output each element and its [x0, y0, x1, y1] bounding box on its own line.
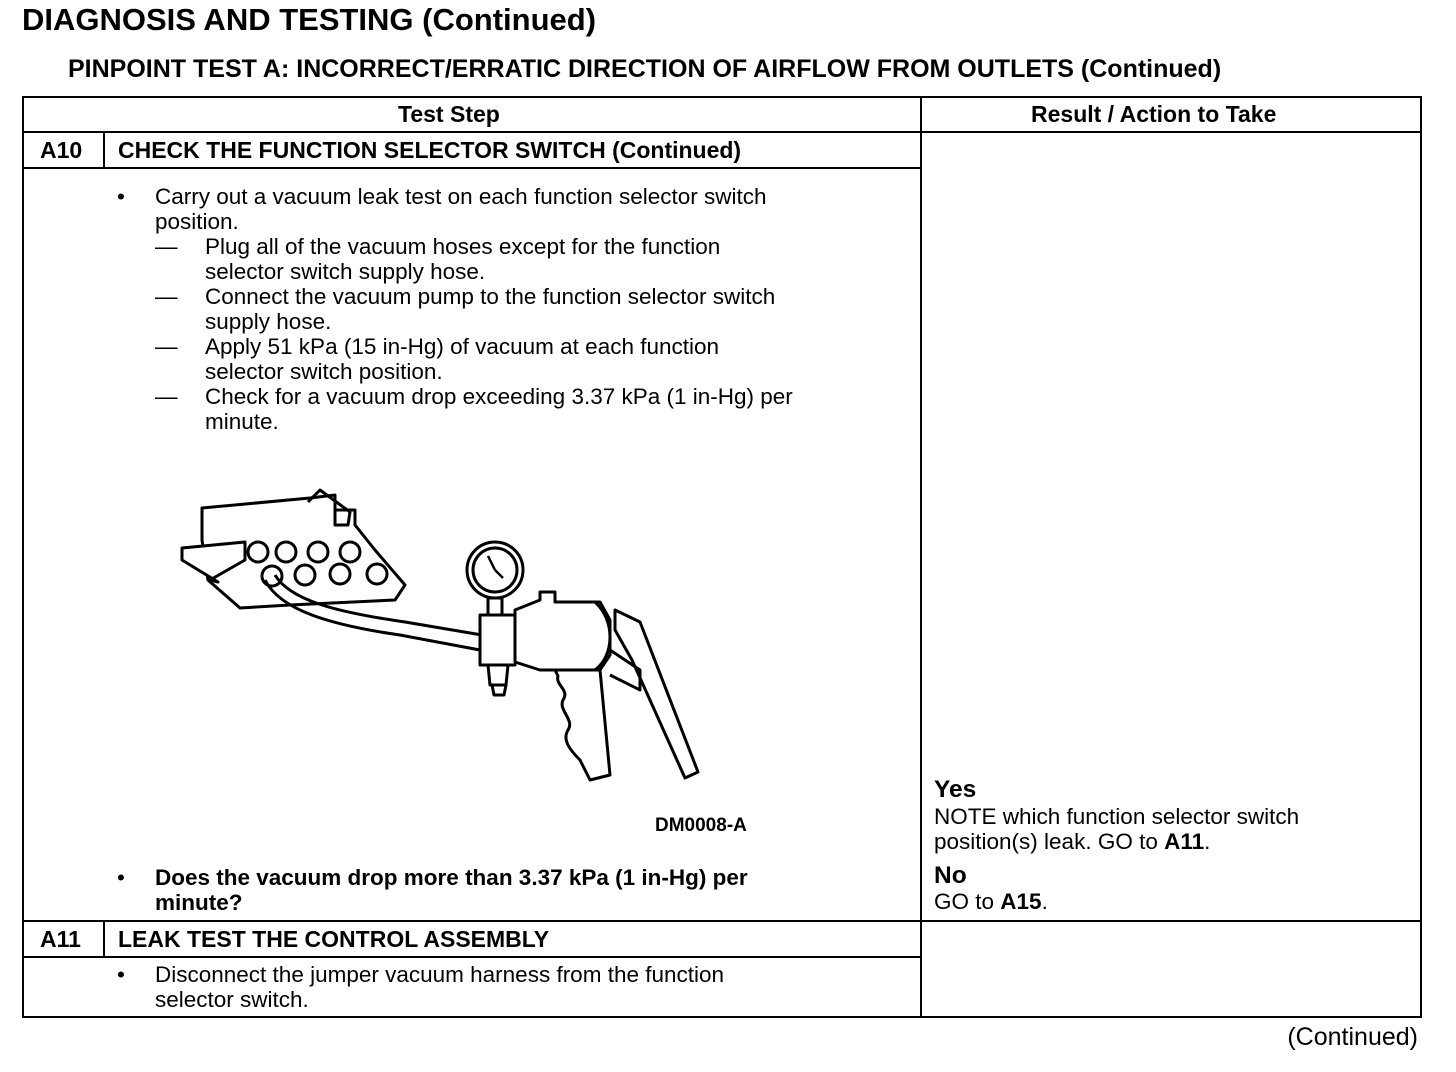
pinpoint-test-subtitle: PINPOINT TEST A: INCORRECT/ERRATIC DIRECTION OF AIRFLOW FROM OUTLETS (Continued) [68, 55, 1222, 83]
col-header-test-step: Test Step [398, 101, 500, 127]
sub-step-plug-hoses: Plug all of the vacuum hoses except for the function selector switch supply hose. [205, 234, 721, 284]
result-no-label: No [934, 862, 967, 889]
step-title-a10: CHECK THE FUNCTION SELECTOR SWITCH (Continued) [118, 137, 742, 163]
sub-step-connect-pump: Connect the vacuum pump to the function selector switch supply hose. [205, 284, 776, 334]
dash-marker: — [155, 334, 178, 359]
step-id-a11: A11 [40, 926, 81, 952]
result-yes-label: Yes [934, 776, 977, 803]
bullet-marker: • [117, 865, 125, 890]
result-no-action: GO to A15. [934, 889, 1048, 914]
step-divider [22, 920, 1422, 922]
bullet-marker: • [117, 962, 125, 987]
bullet-text: Carry out a vacuum leak test on each function selector switch position. [155, 184, 767, 234]
page-title: DIAGNOSIS AND TESTING (Continued) [22, 2, 597, 37]
vacuum-pump-illustration [170, 480, 730, 800]
step-title-a11: LEAK TEST THE CONTROL ASSEMBLY [118, 926, 550, 952]
dash-marker: — [155, 234, 178, 259]
bullet-marker: • [117, 184, 125, 209]
col-header-result: Result / Action to Take [1031, 101, 1277, 127]
header-divider [22, 131, 1422, 133]
a11-id-divider [103, 920, 105, 958]
dash-marker: — [155, 384, 178, 409]
column-divider [920, 96, 922, 1018]
go-to-a11-ref: A11 [1164, 829, 1205, 854]
bullet-text: Disconnect the jumper vacuum harness from the function selector switch. [155, 962, 725, 1012]
test-question: Does the vacuum drop more than 3.37 kPa (1 in-Hg) per minute? [155, 865, 748, 915]
result-yes-action: NOTE which function selector switch position(s) leak. GO to A11. [934, 804, 1300, 854]
sub-step-check-drop: Check for a vacuum drop exceeding 3.37 kPa (1 in-Hg) per minute. [205, 384, 793, 434]
figure-code: DM0008-A [655, 815, 747, 836]
a10-title-divider [22, 167, 922, 169]
sub-step-apply-vacuum: Apply 51 kPa (15 in-Hg) of vacuum at each function selector switch position. [205, 334, 720, 384]
step-id-a10: A10 [40, 137, 83, 163]
dash-marker: — [155, 284, 178, 309]
a10-id-divider [103, 131, 105, 169]
continued-footer: (Continued) [1287, 1023, 1418, 1051]
a11-title-divider [22, 956, 922, 958]
go-to-a15-ref: A15 [1000, 889, 1042, 914]
